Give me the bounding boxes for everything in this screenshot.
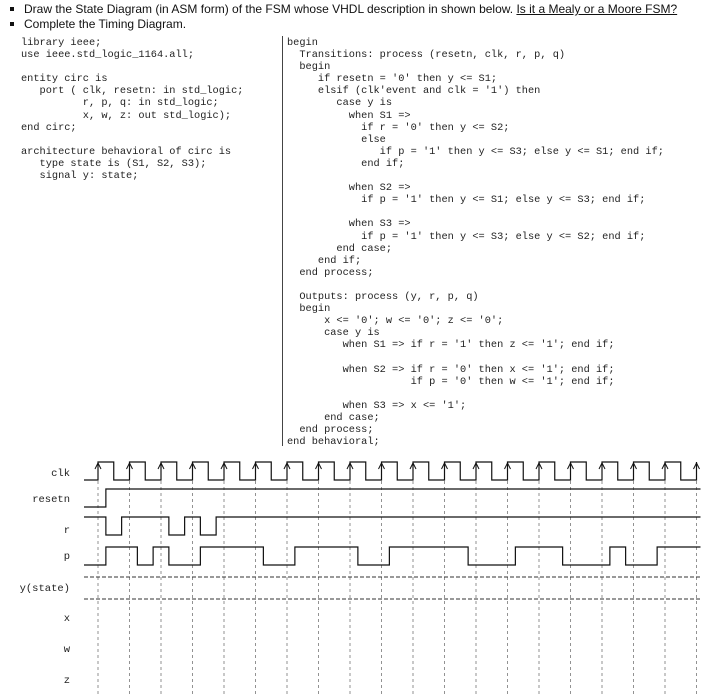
signal-label-x: x (63, 613, 70, 625)
vhdl-architecture-code: begin Transitions: process (resetn, clk, r, p, q) begin if resetn = '0' then y <= S1; elsif (clk'event and clk = '1') then case y is when S1 => if r = '0' then y <= S2; else if p = '1' then y <= S3; else y <= S1; end if; end if; when S2 => if p = '1' then y <= S1; else y <= S3; end if; when S3 => if p = '1' then y <= S3; else y <= S2; end if; end case; end if; end process; Outputs: process (y, r, p, q) begin x <= '0'; w <= '0'; z <= '0'; case y is when S1 => if r = '1' then z <= '1'; end if; when S2 => if r = '0' then x <= '1'; end if; if p = '0' then w <= '1'; end if; when S3 => x <= '1'; end case; end process; end behavioral; (287, 37, 664, 449)
mealy-moore-question: Is it a Mealy or a Moore FSM? (516, 2, 678, 16)
signal-label-p: p (63, 551, 70, 563)
clk-waveform (84, 462, 697, 480)
instruction-1: Draw the State Diagram (in ASM form) of the FSM whose VHDL description in shown below. Is it a Mealy or a Moore FSM? (6, 2, 677, 17)
signal-label-clk: clk (51, 468, 70, 480)
timing-diagram (0, 455, 703, 699)
signal-label-r: r (63, 525, 70, 537)
resetn-waveform (84, 489, 701, 507)
vhdl-entity-code: library ieee; use ieee.std_logic_1164.all; entity circ is port ( clk, resetn: in std_logic; r, p, q: in std_logic; x, w, z: out std_logic); end circ; architecture behavioral of circ is type state is (S1, S2, S3); signal y: state; (21, 37, 244, 183)
signal-label-z: z (63, 675, 70, 687)
r-waveform (84, 517, 701, 535)
p-waveform (84, 547, 701, 565)
bullet-icon (10, 7, 14, 11)
code-divider (282, 36, 283, 446)
signal-label-y: y(state) (19, 583, 70, 595)
signal-label-resetn: resetn (32, 494, 70, 506)
instruction-2: Complete the Timing Diagram. (6, 17, 677, 32)
instructions (6, 2, 677, 32)
bullet-icon (10, 22, 14, 26)
signal-label-w: w (63, 644, 70, 656)
